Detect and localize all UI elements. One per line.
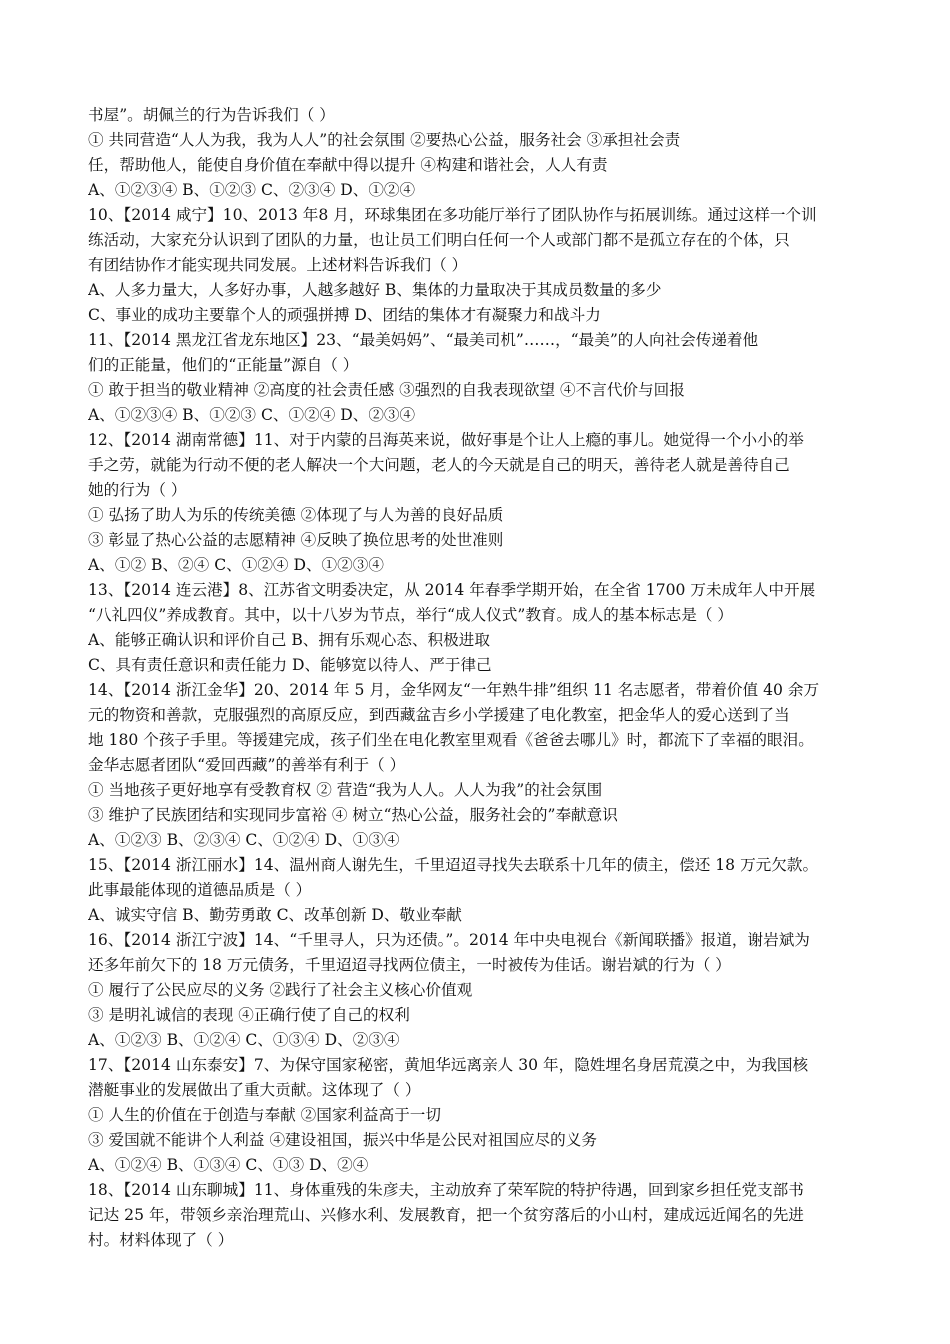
text-line-37: ③ 是明礼诚信的表现 ④正确行使了自己的权利 <box>88 1006 410 1024</box>
text-line-39: 17、【2014 山东泰安】7、为保守国家秘密，黄旭华远离亲人 30 年，隐姓埋名身居荒漠之中，为我国核 <box>88 1056 809 1074</box>
text-line-4: A、①②③④ B、①②③ C、②③④ D、①②④ <box>88 181 416 199</box>
text-line-11: 们的正能量，他们的“正能量”源自（ ） <box>88 356 359 374</box>
text-line-28: ① 当地孩子更好地享有受教育权 ② 营造“我为人人。人人为我”的社会氛围 <box>88 781 603 799</box>
text-line-25: 元的物资和善款，克服强烈的高原反应，到西藏盆吉乡小学援建了电化教室，把金华人的爱心送到了当 <box>88 706 790 724</box>
text-line-8: A、人多力量大，人多好办事，人越多越好 B、集体的力量取决于其成员数量的多少 <box>88 281 662 299</box>
text-line-45: 记达 25 年，带领乡亲治理荒山、兴修水利、发展教育，把一个贫穷落后的小山村，建成远近闻名的先进 <box>88 1206 804 1224</box>
text-line-3: 任，帮助他人，能使自身价值在奉献中得以提升 ④构建和谐社会，人人有责 <box>88 156 608 174</box>
text-line-40: 潜艇事业的发展做出了重大贡献。这体现了（ ） <box>88 1081 421 1099</box>
text-line-1: 书屋”。胡佩兰的行为告诉我们（ ） <box>88 106 335 124</box>
text-line-2: ① 共同营造“人人为我，我为人人”的社会氛围 ②要热心公益，服务社会 ③承担社会责 <box>88 131 681 149</box>
text-line-12: ① 敢于担当的敬业精神 ②高度的社会责任感 ③强烈的自我表现欲望 ④不言代价与回报 <box>88 381 685 399</box>
text-line-17: ① 弘扬了助人为乐的传统美德 ②体现了与人为善的良好品质 <box>88 506 504 524</box>
text-line-35: 还多年前欠下的 18 万元债务，千里迢迢寻找两位债主，一时被传为佳话。谢岩斌的行为（ ） <box>88 956 731 974</box>
text-line-30: A、①②③ B、②③④ C、①②④ D、①③④ <box>88 831 400 849</box>
text-line-41: ① 人生的价值在于创造与奉献 ②国家利益高于一切 <box>88 1106 441 1124</box>
text-line-36: ① 履行了公民应尽的义务 ②践行了社会主义核心价值观 <box>88 981 473 999</box>
text-line-34: 16、【2014 浙江宁波】14、“千里寻人，只为还债。”。2014 年中央电视台《新闻联播》报道，谢岩斌为 <box>88 931 810 949</box>
text-line-32: 此事最能体现的道德品质是（ ） <box>88 881 312 899</box>
text-line-16: 她的行为（ ） <box>88 481 187 499</box>
text-line-29: ③ 维护了民族团结和实现同步富裕 ④ 树立“热心公益，服务社会的”奉献意识 <box>88 806 618 824</box>
text-line-13: A、①②③④ B、①②③ C、①②④ D、②③④ <box>88 406 416 424</box>
text-line-33: A、诚实守信 B、勤劳勇敢 C、改革创新 D、敬业奉献 <box>88 906 462 924</box>
text-line-42: ③ 爱国就不能讲个人利益 ④建设祖国，振兴中华是公民对祖国应尽的义务 <box>88 1131 597 1149</box>
text-line-44: 18、【2014 山东聊城】11、身体重残的朱彦夫，主动放弃了荣军院的特护待遇，回到家乡担任党支部书 <box>88 1181 804 1199</box>
text-line-20: 13、【2014 连云港】8、江苏省文明委决定，从 2014 年春季学期开始，在全省 1700 万未成年人中开展 <box>88 581 816 599</box>
text-line-9: C、事业的成功主要靠个人的顽强拼搏 D、团结的集体才有凝聚力和战斗力 <box>88 306 601 324</box>
text-line-24: 14、【2014 浙江金华】20、2014 年 5 月，金华网友“一年熟牛排”组织 11 名志愿者，带着价值 40 余万 <box>88 681 820 699</box>
text-line-18: ③ 彰显了热心公益的志愿精神 ④反映了换位思考的处世准则 <box>88 531 504 549</box>
text-line-22: A、能够正确认识和评价自己 B、拥有乐观心态、积极进取 <box>88 631 490 649</box>
text-line-43: A、①②④ B、①③④ C、①③ D、②④ <box>88 1156 369 1174</box>
text-line-46: 村。材料体现了（ ） <box>88 1231 234 1249</box>
text-line-15: 手之劳，就能为行动不便的老人解决一个大问题，老人的今天就是自己的明天，善待老人就是善待自己 <box>88 456 790 474</box>
text-line-21: “八礼四仪”养成教育。其中，以十八岁为节点，举行“成人仪式”教育。成人的基本标志是（ ） <box>88 606 734 624</box>
text-line-38: A、①②③ B、①②④ C、①③④ D、②③④ <box>88 1031 400 1049</box>
text-line-23: C、具有责任意识和责任能力 D、能够宽以待人、严于律己 <box>88 656 492 674</box>
text-line-19: A、①② B、②④ C、①②④ D、①②③④ <box>88 556 384 574</box>
text-line-7: 有团结协作才能实现共同发展。上述材料告诉我们（ ） <box>88 256 468 274</box>
text-line-10: 11、【2014 黑龙江省龙东地区】23、“最美妈妈”、“最美司机”……，“最美”的人向社会传递着他 <box>88 331 759 349</box>
text-line-31: 15、【2014 浙江丽水】14、温州商人谢先生，千里迢迢寻找失去联系十几年的债主，偿还 18 万元欠款。 <box>88 856 819 874</box>
text-line-14: 12、【2014 湖南常德】11、对于内蒙的吕海英来说，做好事是个让人上瘾的事儿。她觉得一个小小的举 <box>88 431 804 449</box>
text-line-5: 10、【2014 咸宁】10、2013 年8 月，环球集团在多功能厅举行了团队协作与拓展训练。通过这样一个训 <box>88 206 817 224</box>
question-text-block <box>88 103 873 1253</box>
text-line-6: 练活动，大家充分认识到了团队的力量，也让员工们明白任何一个人或部门都不是孤立存在的个体，只 <box>88 231 790 249</box>
text-line-26: 地 180 个孩子手里。等援建完成，孩子们坐在电化教室里观看《爸爸去哪儿》时，都流下了幸福的眼泪。 <box>88 731 814 749</box>
text-line-27: 金华志愿者团队“爱回西藏”的善举有利于（ ） <box>88 756 406 774</box>
